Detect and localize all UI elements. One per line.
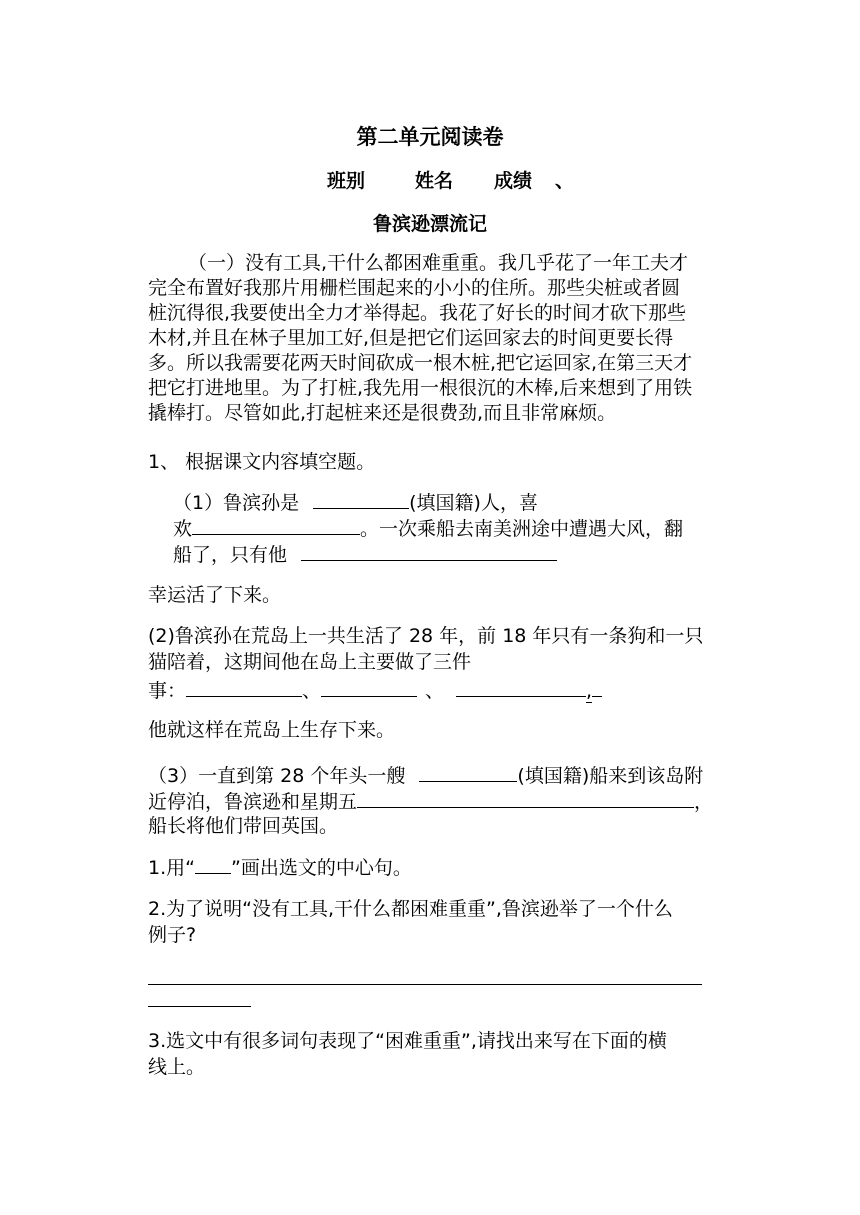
rescue-blank[interactable]	[357, 787, 694, 808]
class-label: 班别	[327, 170, 366, 192]
passage-line: 撬棒打。尽管如此,打起桩来还是很费劲,而且非常麻烦。	[148, 402, 617, 424]
q1-part2-sep2: 、	[425, 680, 445, 702]
q1-part1-line3	[173, 540, 557, 568]
q1-part3-line1	[148, 761, 703, 789]
question-central-sentence	[148, 853, 412, 881]
ship-nationality-blank[interactable]	[419, 761, 517, 782]
passage-line: （一）没有工具,干什么都困难重重。我几乎花了一年工夫才	[188, 252, 689, 274]
question-example-line1: 2.为了说明“没有工具,干什么都困难重重”,鲁滨逊举了一个什么	[148, 898, 673, 920]
survivor-blank[interactable]	[301, 540, 557, 561]
q1-part1-text-d: 。一次乘船去南美洲途中遭遇大风，翻	[360, 518, 684, 540]
q1-part1-line2	[173, 514, 683, 542]
passage-line: 木材,并且在林子里加工好,但是把它们运回家去的时间更要长得	[148, 327, 674, 349]
info-trailing-mark: 、	[555, 170, 575, 192]
q1-part3-line2	[148, 787, 713, 815]
q1-part1-text-a: （1）鲁滨孙是	[173, 492, 300, 514]
q1-part1-text-c: 欢	[173, 518, 193, 540]
q1-part1-line4: 幸运活了下来。	[148, 584, 282, 606]
q1-part1-line1	[173, 488, 538, 516]
task-blank-3-tail	[592, 676, 602, 697]
q1-part1-text-e: 船了，只有他	[173, 544, 288, 566]
question-central-sentence-post: ”画出选文的中心句。	[230, 857, 412, 879]
question-central-sentence-pre: 1.用“	[148, 857, 195, 879]
question-difficulty-line1: 3.选文中有很多词句表现了“困难重重”,请找出来写在下面的横	[148, 1030, 667, 1052]
story-title: 鲁滨逊漂流记	[372, 213, 487, 235]
passage-line: 完全布置好我那片用栅栏围起来的小小的住所。那些尖桩或者圆	[148, 277, 681, 299]
hobby-blank[interactable]	[192, 514, 360, 535]
answer-line-1[interactable]	[148, 984, 702, 985]
task-blank-1[interactable]	[186, 676, 302, 697]
answer-line-2[interactable]	[148, 1006, 251, 1007]
q1-part2-sep1: 、	[302, 680, 322, 702]
q1-part2-text-c: 事：	[148, 680, 187, 702]
score-label: 成绩	[494, 170, 533, 192]
q1-part2-line3	[148, 676, 602, 704]
nationality-blank[interactable]	[313, 488, 409, 509]
q1-part3-text-c: 近停泊，鲁滨逊和星期五	[148, 791, 358, 813]
passage-line: 把它打进地里。为了打桩,我先用一根很沉的木棒,后来想到了用铁	[148, 377, 693, 399]
q1-part2-line2: 猫陪着，这期间他在岛上主要做了三件	[148, 651, 472, 673]
q1-part3-text-b: (填国籍)船来到该岛附	[517, 765, 704, 787]
underline-sample	[195, 853, 231, 874]
q1-part2-end: ,	[586, 680, 593, 702]
name-label: 姓名	[415, 170, 454, 192]
question-1-heading: 1、 根据课文内容填空题。	[148, 451, 376, 473]
q1-part2-line1: (2)鲁滨孙在荒岛上一共生活了 28 年，前 18 年只有一条狗和一只	[148, 625, 704, 647]
passage-line: 桩沉得很,我要使出全力才举得起。我花了好长的时间才砍下那些	[148, 302, 687, 324]
task-blank-2[interactable]	[321, 676, 417, 697]
q1-part3-line3: 船长将他们带回英国。	[148, 815, 339, 837]
q1-part3-text-d: ，	[694, 791, 714, 813]
q1-part2-line4: 他就这样在荒岛上生存下来。	[148, 719, 396, 741]
question-difficulty-line2: 线上。	[148, 1056, 206, 1078]
task-blank-3[interactable]	[456, 676, 586, 697]
page-title: 第二单元阅读卷	[356, 125, 504, 149]
q1-part1-text-b: (填国籍)人，喜	[409, 492, 538, 514]
passage-line: 多。所以我需要花两天时间砍成一根木桩,把它运回家,在第三天才	[148, 352, 693, 374]
question-example-line2: 例子?	[148, 924, 197, 946]
q1-part3-text-a: （3）一直到第 28 个年头一艘	[148, 765, 406, 787]
